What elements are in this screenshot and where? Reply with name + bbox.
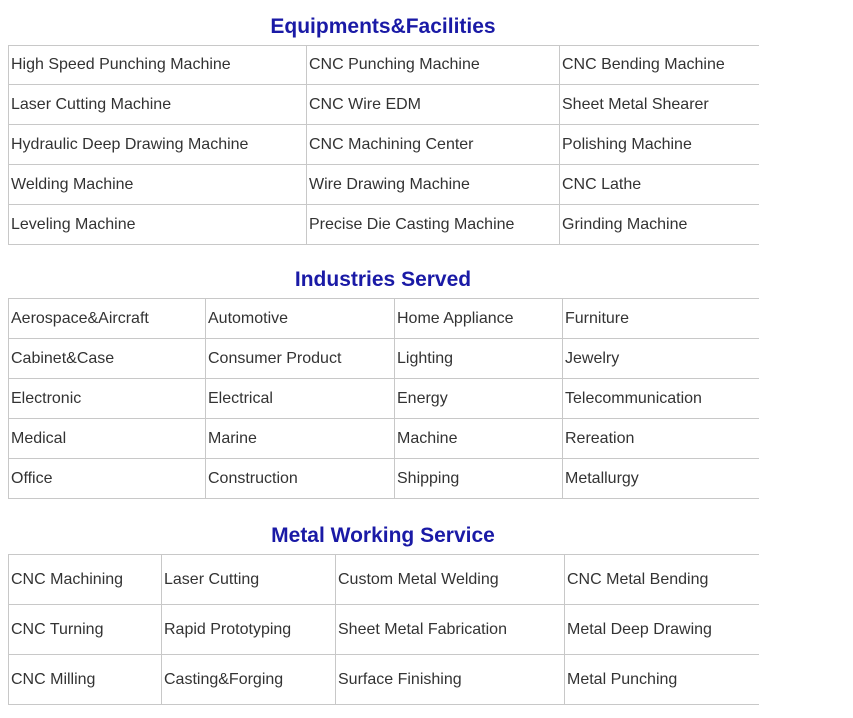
table-row bbox=[9, 205, 759, 245]
table-cell: Home Appliance bbox=[395, 299, 563, 339]
table-row bbox=[9, 299, 759, 339]
table-cell: Furniture bbox=[563, 299, 759, 339]
table-row bbox=[9, 459, 759, 499]
services-table bbox=[8, 554, 759, 705]
table-cell: CNC Metal Bending bbox=[565, 555, 759, 605]
table-cell: Polishing Machine bbox=[560, 125, 759, 165]
table-cell: Aerospace&Aircraft bbox=[9, 299, 206, 339]
industries-table bbox=[8, 298, 759, 499]
table-row bbox=[9, 165, 759, 205]
section-title: Equipments&Facilities bbox=[270, 15, 496, 38]
table-cell: Construction bbox=[206, 459, 395, 499]
table-row bbox=[9, 419, 759, 459]
table-cell: Grinding Machine bbox=[560, 205, 759, 245]
table-cell: CNC Bending Machine bbox=[560, 46, 759, 85]
table-cell: Automotive bbox=[206, 299, 395, 339]
table-cell: Cabinet&Case bbox=[9, 339, 206, 379]
table-cell: CNC Turning bbox=[9, 605, 162, 655]
table-row bbox=[9, 46, 759, 85]
table-cell: Precise Die Casting Machine bbox=[307, 205, 560, 245]
table-cell: CNC Wire EDM bbox=[307, 85, 560, 125]
table-cell: Custom Metal Welding bbox=[336, 555, 565, 605]
table-cell: Electronic bbox=[9, 379, 206, 419]
table-cell: Metal Punching bbox=[565, 655, 759, 705]
section-title: Metal Working Service bbox=[271, 524, 495, 547]
table-row bbox=[9, 379, 759, 419]
table-cell: High Speed Punching Machine bbox=[9, 46, 307, 85]
table-cell: Medical bbox=[9, 419, 206, 459]
table-cell: Wire Drawing Machine bbox=[307, 165, 560, 205]
table-cell: Metal Deep Drawing bbox=[565, 605, 759, 655]
table-cell: CNC Machining Center bbox=[307, 125, 560, 165]
table-cell: Shipping bbox=[395, 459, 563, 499]
table-cell: Surface Finishing bbox=[336, 655, 565, 705]
table-row bbox=[9, 605, 759, 655]
table-cell: Electrical bbox=[206, 379, 395, 419]
table-cell: Consumer Product bbox=[206, 339, 395, 379]
table-row bbox=[9, 555, 759, 605]
table-cell: Rapid Prototyping bbox=[162, 605, 336, 655]
table-cell: Energy bbox=[395, 379, 563, 419]
table-cell: CNC Lathe bbox=[560, 165, 759, 205]
table-cell: Metallurgy bbox=[563, 459, 759, 499]
table-cell: Welding Machine bbox=[9, 165, 307, 205]
table-row bbox=[9, 655, 759, 705]
table-cell: CNC Machining bbox=[9, 555, 162, 605]
table-cell: CNC Milling bbox=[9, 655, 162, 705]
table-cell: Sheet Metal Fabrication bbox=[336, 605, 565, 655]
table-cell: Lighting bbox=[395, 339, 563, 379]
table-cell: Hydraulic Deep Drawing Machine bbox=[9, 125, 307, 165]
table-cell: Sheet Metal Shearer bbox=[560, 85, 759, 125]
table-cell: Laser Cutting Machine bbox=[9, 85, 307, 125]
table-row bbox=[9, 85, 759, 125]
table-cell: Machine bbox=[395, 419, 563, 459]
table-cell: Telecommunication bbox=[563, 379, 759, 419]
table-cell: Leveling Machine bbox=[9, 205, 307, 245]
table-cell: Rereation bbox=[563, 419, 759, 459]
table-row bbox=[9, 339, 759, 379]
table-cell: CNC Punching Machine bbox=[307, 46, 560, 85]
table-cell: Casting&Forging bbox=[162, 655, 336, 705]
table-cell: Laser Cutting bbox=[162, 555, 336, 605]
table-cell: Jewelry bbox=[563, 339, 759, 379]
table-cell: Office bbox=[9, 459, 206, 499]
equipment-table bbox=[8, 45, 759, 245]
table-row bbox=[9, 125, 759, 165]
section-title: Industries Served bbox=[294, 268, 472, 291]
table-cell: Marine bbox=[206, 419, 395, 459]
